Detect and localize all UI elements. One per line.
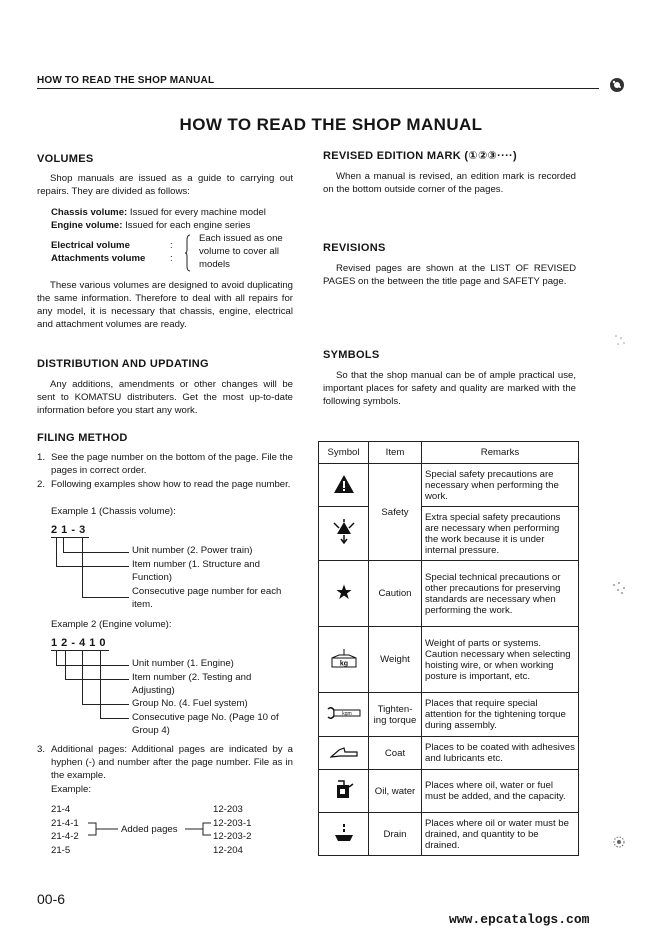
engine-volume-label: Engine volume: [51,220,123,231]
filing-item2-number: 2. [37,479,46,490]
right-page-4: 12-204 [213,845,243,856]
item-cell-drain: Drain [369,813,422,856]
distribution-heading: DISTRIBUTION AND UPDATING [37,358,209,370]
symbol-cell [319,813,369,856]
table-row [319,507,579,561]
example2-leader-3 [82,704,129,705]
col-header-remarks: Remarks [422,442,579,464]
drain-icon [333,823,355,843]
item-cell-safety: Safety [369,464,422,561]
svg-text:kgm: kgm [341,711,352,717]
distribution-body: Any additions, amendments or other changes will be sent to KOMATSU distributers. Get the most up-to-date information before you start any work. [37,379,293,416]
example1-line-2: Item number (1. Structure and Function) [132,559,260,583]
col-header-symbol: Symbol [319,442,369,464]
filing-item3: Additional pages: Additional pages are indicated by a hyphen (-) and number after the page number. File as in the example. [51,744,293,781]
symbols-table-wrapper [318,441,579,856]
symbol-cell [319,464,369,507]
revisions-heading: REVISIONS [323,242,386,254]
volumes-body: These various volumes are designed to avoid duplicating the same information. Therefore to deal with all repairs for any model, it is necessary that chassis, engine, electrical and attachment volumes are ready. [37,280,293,330]
margin-dots-icon [612,332,628,348]
volume-brace [184,234,192,272]
symbol-cell [319,627,369,693]
electrical-colon: : [170,240,173,251]
warning-triangle-icon [333,474,355,494]
item-torque-line-2: ing torque [373,714,417,726]
volumes-intro: Shop manuals are issued as a guide to carrying out repairs. They are divided as follows: [37,173,293,197]
remarks-cell: Places that require special attention for the tightening torque during assembly. [422,693,579,737]
example1-stem-2 [63,538,64,552]
chassis-volume-text: Issued for every machine model [129,207,266,218]
remarks-cell: Places to be coated with adhesives and lubricants etc. [422,737,579,770]
right-page-1: 12-203 [213,804,243,815]
left-page-2: 21-4-1 [51,818,79,829]
running-header: HOW TO READ THE SHOP MANUAL [37,75,215,86]
star-icon [336,584,352,600]
attachments-colon: : [170,253,173,264]
example1-leader-2 [56,566,129,567]
item-cell-oil-water: Oil, water [369,770,422,813]
remarks-cell: Special technical precautions or other precautions for preserving standards are necessary when performing the work. [422,561,579,627]
left-page-4: 21-5 [51,845,71,856]
table-row [319,561,579,627]
added-pages-label: Added pages [121,824,178,835]
attachments-volume-label: Attachments volume [51,253,146,264]
example1-code: 2 1 - 3 [51,524,86,536]
example2-line-1: Unit number (1. Engine) [132,658,234,669]
col-header-item: Item [369,442,422,464]
margin-dots-icon [611,834,627,850]
remarks-cell: Places where oil or water must be drained, and quantity to be drained. [422,813,579,856]
website-watermark: www.epcatalogs.com [449,912,590,927]
engine-volume-text: Issued for each engine series [125,220,251,231]
example3-label: Example: [51,784,91,795]
left-page-1: 21-4 [51,804,71,815]
example1-leader-3 [82,597,129,598]
svg-text:kg: kg [339,660,348,668]
filing-item1: See the page number on the bottom of the page. File the pages in correct order. [51,452,293,476]
chassis-volume-row [51,206,266,219]
left-page-3: 21-4-2 [51,831,79,842]
example1-stem-3 [82,538,83,598]
remarks-cell: Special safety precautions are necessary when performing the work. [422,464,579,507]
table-row [319,737,579,770]
symbol-cell [319,561,369,627]
table-row [319,693,579,737]
example2-leader-4 [100,718,129,719]
example1-line-1: Unit number (2. Power train) [132,545,253,556]
page-title: HOW TO READ THE SHOP MANUAL [179,115,483,134]
example1-stem-1 [56,538,57,566]
symbol-cell [319,507,369,561]
header-rule [37,88,599,89]
example2-stem-4 [100,651,101,718]
page-number: 00-6 [37,891,66,907]
example1-leader-1 [63,552,129,553]
engine-volume-row [51,219,250,232]
volumes-heading: VOLUMES [37,153,94,165]
remarks-cell: Places where oil, water or fuel must be added, and the capacity. [422,770,579,813]
remarks-cell: Weight of parts or systems. Caution necessary when selecting hoisting wire, or when working posture is important, etc. [422,627,579,693]
filing-item2: Following examples show how to read the page number. [51,479,291,490]
oil-can-icon [334,779,354,801]
example2-stem-1 [56,651,57,665]
example2-label: Example 2 (Engine volume): [51,619,172,630]
margin-dots-icon [611,580,627,596]
revised-edition-heading: REVISED EDITION MARK (①②③····) [323,150,517,162]
remarks-cell: Extra special safety precautions are necessary when performing the work because it is under internal pressure. [422,507,579,561]
symbol-cell [319,693,369,737]
example1-label: Example 1 (Chassis volume): [51,506,176,517]
example2-stem-3 [82,651,83,704]
filing-heading: FILING METHOD [37,432,128,444]
item-cell-torque [369,693,422,737]
table-row [319,627,579,693]
added-pages-bracket-right [185,820,211,838]
symbols-heading: SYMBOLS [323,349,380,361]
symbol-cell [319,770,369,813]
table-row [319,464,579,507]
chassis-volume-label: Chassis volume: [51,207,128,218]
item-torque-line-1: Tighten- [377,703,413,715]
example2-line-2: Item number (2. Testing and Adjusting) [132,672,252,696]
right-page-3: 12-203-2 [213,831,252,842]
item-cell-weight: Weight [369,627,422,693]
weight-kg-icon [329,647,359,669]
symbol-cell [319,737,369,770]
symbols-table [318,441,579,856]
table-row [319,770,579,813]
table-header-row [319,442,579,464]
filing-item3-number: 3. [37,744,46,755]
electrical-volume-label: Electrical volume [51,240,130,251]
example1-line-3: Consecutive page number for each item. [132,586,282,610]
coat-brush-icon [330,745,358,759]
item-cell-coat: Coat [369,737,422,770]
torque-wrench-icon [327,706,361,720]
item-cell-caution: Caution [369,561,422,627]
pressure-warning-icon [332,519,356,545]
example2-line-3: Group No. (4. Fuel system) [132,698,248,709]
right-page-2: 12-203-1 [213,818,252,829]
example2-code: 1 2 - 4 1 0 [51,637,107,649]
example2-leader-2 [65,679,129,680]
example2-leader-1 [56,665,129,666]
filing-item1-number: 1. [37,452,46,463]
komatsu-gear-icon [608,76,626,94]
revised-edition-body: When a manual is revised, an edition mark is recorded on the bottom outside corner of the pages. [323,171,576,195]
table-row [319,813,579,856]
example2-line-4: Consecutive page No. (Page 10 of Group 4) [132,712,279,736]
revisions-body: Revised pages are shown at the LIST OF REVISED PAGES on the between the title page and SAFETY page. [323,263,576,287]
added-pages-bracket-left [88,820,118,838]
brace-text: Each issued as one volume to cover all models [199,233,283,270]
symbols-body: So that the shop manual can be of ample practical use, important places for safety and quality are marked with the following symbols. [323,370,576,407]
